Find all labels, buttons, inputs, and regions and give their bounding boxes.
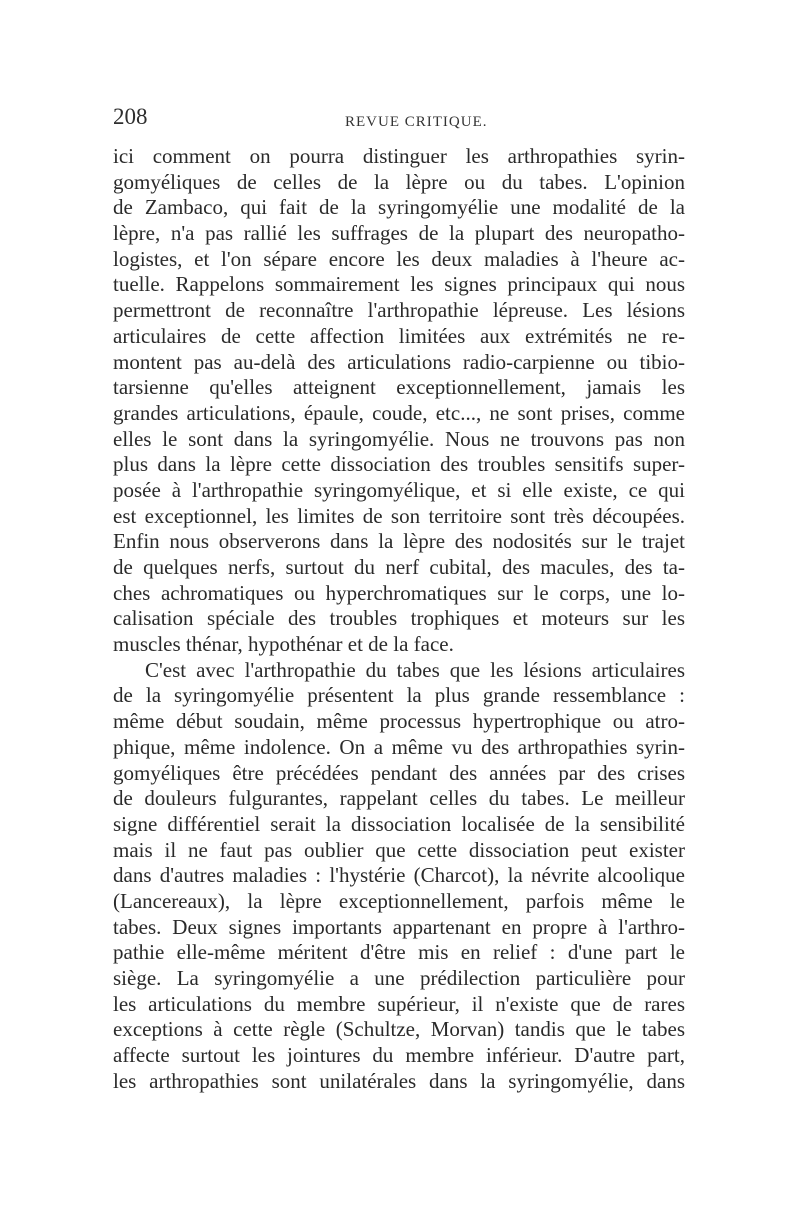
text-line: lèpre, n'a pas rallié les suffrages de la plupart des neuropatho- <box>113 221 685 246</box>
text-line: pathie elle-même méritent d'être mis en relief : d'une part le <box>113 940 685 965</box>
text-line: les arthropathies sont unilatérales dans la syringomyélie, dans <box>113 1068 685 1093</box>
text-line: même début soudain, même processus hypertrophique ou atro- <box>113 709 685 734</box>
text-line: siège. La syringomyélie a une prédilection particulière pour <box>113 966 685 990</box>
text-line: exceptions à cette règle (Schultze, Morvan) tandis que le tabes <box>113 1017 685 1042</box>
text-line: montent pas au-delà des articulations radio-carpienne ou tibio- <box>113 349 685 374</box>
text-line: les articulations du membre supérieur, il n'existe que de rares <box>113 991 685 1016</box>
running-title: REVUE CRITIQUE. <box>345 114 488 130</box>
text-line: de douleurs fulgurantes, rappelant celles du tabes. Le meilleur <box>113 786 685 811</box>
text-line: gomyéliques être précédées pendant des années par des crises <box>113 760 685 785</box>
text-line: Enfin nous observerons dans la lèpre des nodosités sur le trajet <box>113 529 685 554</box>
text-line: signe différentiel serait la dissociation localisée de la sensibilité <box>113 811 685 836</box>
text-line: posée à l'arthropathie syringomyélique, et si elle existe, ce qui <box>113 477 685 502</box>
page-number: 208 <box>113 104 148 129</box>
page-header <box>113 104 693 136</box>
text-line: calisation spéciale des troubles trophiques et moteurs sur les <box>113 606 685 631</box>
text-line: de la syringomyélie présentent la plus grande ressemblance : <box>113 683 685 708</box>
text-line: permettront de reconnaître l'arthropathie lépreuse. Les lésions <box>113 298 685 323</box>
text-line: est exceptionnel, les limites de son territoire sont très découpées. <box>113 503 685 528</box>
text-line: gomyéliques de celles de la lèpre ou du tabes. L'opinion <box>113 169 685 194</box>
page-body <box>113 144 685 1094</box>
text-line: (Lancereaux), la lèpre exceptionnellement, parfois même le <box>113 888 685 913</box>
text-line-paragraph-end: muscles thénar, hypothénar et de la face. <box>113 632 454 657</box>
text-line: de Zambaco, qui fait de la syringomyélie une modalité de la <box>113 195 685 220</box>
text-line: ici comment on pourra distinguer les arthropathies syrin- <box>113 144 685 168</box>
text-line: de quelques nerfs, surtout du nerf cubital, des macules, des ta- <box>113 555 685 579</box>
text-line: affecte surtout les jointures du membre inférieur. D'autre part, <box>113 1043 685 1068</box>
text-line: elles le sont dans la syringomyélie. Nous ne trouvons pas non <box>113 426 685 451</box>
text-line: dans d'autres maladies : l'hystérie (Charcot), la névrite alcoolique <box>113 863 685 888</box>
text-line: logistes, et l'on sépare encore les deux maladies à l'heure ac- <box>113 246 685 271</box>
text-line: tabes. Deux signes importants appartenant en propre à l'arthro- <box>113 914 685 939</box>
text-line: tuelle. Rappelons sommairement les signes principaux qui nous <box>113 272 685 297</box>
text-line: articulaires de cette affection limitées aux extrémités ne re- <box>113 323 685 348</box>
text-line-paragraph-start: C'est avec l'arthropathie du tabes que les lésions articulaires <box>145 657 685 682</box>
text-line: plus dans la lèpre cette dissociation des troubles sensitifs super- <box>113 452 685 477</box>
text-line: grandes articulations, épaule, coude, etc..., ne sont prises, comme <box>113 400 685 425</box>
text-line: tarsienne qu'elles atteignent exceptionnellement, jamais les <box>113 375 685 400</box>
text-line: mais il ne faut pas oublier que cette dissociation peut exister <box>113 837 685 862</box>
text-line: ches achromatiques ou hyperchromatiques sur le corps, une lo- <box>113 580 685 605</box>
text-line: phique, même indolence. On a même vu des arthropathies syrin- <box>113 734 685 759</box>
